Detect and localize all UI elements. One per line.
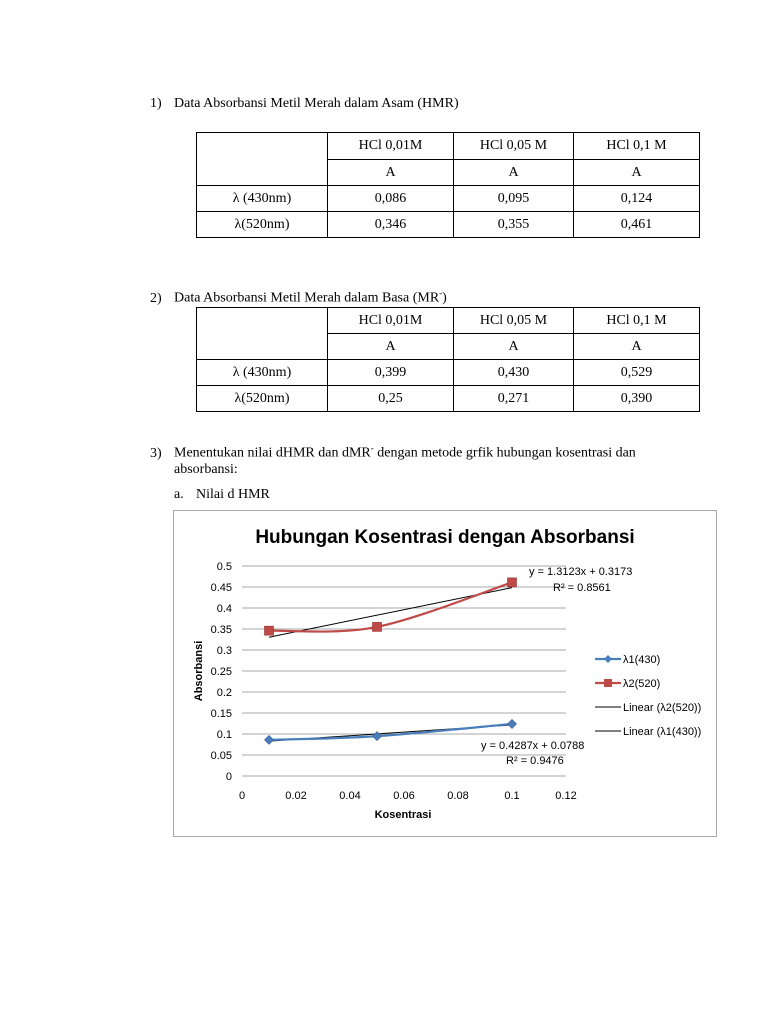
section-2-heading bbox=[150, 288, 447, 307]
table-cell: 0,390 bbox=[574, 386, 700, 412]
series-line bbox=[269, 582, 512, 631]
table-cell: 0,095 bbox=[454, 186, 574, 212]
data-point bbox=[265, 626, 274, 635]
legend-label: Linear (λ2(520)) bbox=[623, 702, 702, 714]
subsection-label: a. bbox=[174, 487, 184, 502]
y-tick-label: 0.35 bbox=[210, 624, 232, 636]
legend-label: Linear (λ1(430)) bbox=[623, 726, 702, 738]
x-tick-label: 0.02 bbox=[285, 790, 307, 802]
column-subheader: A bbox=[574, 160, 700, 186]
subsection-a bbox=[174, 487, 270, 503]
data-point bbox=[373, 622, 382, 631]
y-tick-label: 0.3 bbox=[216, 645, 232, 657]
table-row bbox=[197, 212, 700, 238]
table-cell: 0,271 bbox=[454, 386, 574, 412]
table-corner-cell bbox=[197, 308, 328, 360]
table-row bbox=[197, 308, 700, 334]
table-cell: 0,430 bbox=[454, 360, 574, 386]
chart-svg bbox=[174, 511, 716, 836]
table-row bbox=[197, 386, 700, 412]
section-1-heading bbox=[150, 96, 459, 112]
table-corner-cell bbox=[197, 133, 328, 186]
table-cell: 0,355 bbox=[454, 212, 574, 238]
data-point bbox=[265, 735, 274, 744]
table-row bbox=[197, 133, 700, 160]
superscript: - bbox=[439, 288, 443, 298]
y-tick-label: 0.2 bbox=[216, 687, 232, 699]
row-label: λ (430nm) bbox=[197, 360, 328, 386]
section-text: Menentukan nilai dHMR dan dMR bbox=[174, 445, 371, 461]
x-axis-label: Kosentrasi bbox=[374, 809, 432, 821]
superscript: - bbox=[370, 443, 374, 453]
section-title: Data Absorbansi Metil Merah dalam Asam (HMR) bbox=[174, 96, 459, 111]
section-title: Data Absorbansi Metil Merah dalam Basa (MR bbox=[174, 290, 440, 306]
legend-label: λ1(430) bbox=[623, 654, 661, 666]
column-subheader: A bbox=[574, 334, 700, 360]
x-tick-label: 0.04 bbox=[339, 790, 361, 802]
trendline-r2: R² = 0.9476 bbox=[506, 755, 564, 767]
column-header: HCl 0,01M bbox=[328, 133, 454, 160]
section-title-suffix: ) bbox=[442, 290, 447, 306]
column-header: HCl 0,05 M bbox=[454, 308, 574, 334]
y-tick-label: 0.05 bbox=[210, 750, 232, 762]
column-header: HCl 0,1 M bbox=[574, 308, 700, 334]
subsection-text: Nilai d HMR bbox=[196, 487, 270, 502]
y-tick-label: 0.15 bbox=[210, 708, 232, 720]
legend-label: λ2(520) bbox=[623, 678, 661, 690]
table-cell: 0,399 bbox=[328, 360, 454, 386]
section-3-heading bbox=[150, 443, 636, 462]
x-tick-label: 0.08 bbox=[447, 790, 469, 802]
table-cell: 0,124 bbox=[574, 186, 700, 212]
trendline-equation: y = 1.3123x + 0.3173 bbox=[529, 566, 633, 578]
series-line bbox=[269, 724, 512, 740]
column-subheader: A bbox=[328, 160, 454, 186]
table-cell: 0,461 bbox=[574, 212, 700, 238]
table-mr bbox=[196, 307, 700, 412]
y-tick-label: 0 bbox=[225, 771, 232, 783]
column-header: HCl 0,1 M bbox=[574, 133, 700, 160]
legend-marker bbox=[604, 679, 612, 687]
x-tick-label: 0.12 bbox=[555, 790, 577, 802]
table-row bbox=[197, 360, 700, 386]
x-tick-label: 0.1 bbox=[504, 790, 520, 802]
table-cell: 0,529 bbox=[574, 360, 700, 386]
table-row bbox=[197, 186, 700, 212]
chart-title: Hubungan Kosentrasi dengan Absorbansi bbox=[255, 527, 635, 548]
y-axis-label: Absorbansi bbox=[193, 640, 205, 702]
x-tick-label: 0.06 bbox=[393, 790, 415, 802]
x-tick-label: 0 bbox=[238, 790, 246, 802]
column-header: HCl 0,05 M bbox=[454, 133, 574, 160]
section-number: 1) bbox=[150, 96, 162, 111]
chart-container bbox=[173, 510, 717, 837]
section-3-line-2: absorbansi: bbox=[174, 462, 238, 477]
table-cell: 0,25 bbox=[328, 386, 454, 412]
column-header: HCl 0,01M bbox=[328, 308, 454, 334]
section-text: dengan metode grfik hubungan kosentrasi dan bbox=[373, 445, 636, 461]
row-label: λ(520nm) bbox=[197, 386, 328, 412]
data-point bbox=[508, 578, 517, 587]
y-tick-label: 0.25 bbox=[210, 666, 232, 678]
row-label: λ(520nm) bbox=[197, 212, 328, 238]
section-number: 3) bbox=[150, 445, 162, 461]
table-cell: 0,346 bbox=[328, 212, 454, 238]
y-tick-label: 0.5 bbox=[216, 561, 232, 573]
legend-marker bbox=[604, 655, 612, 663]
trendline-r2: R² = 0.8561 bbox=[553, 582, 611, 594]
data-point bbox=[373, 732, 382, 741]
column-subheader: A bbox=[454, 160, 574, 186]
column-subheader: A bbox=[328, 334, 454, 360]
section-number: 2) bbox=[150, 290, 162, 306]
trendline-equation: y = 0.4287x + 0.0788 bbox=[481, 740, 585, 752]
column-subheader: A bbox=[454, 334, 574, 360]
table-hmr bbox=[196, 132, 700, 238]
y-tick-label: 0.4 bbox=[216, 603, 232, 615]
y-tick-label: 0.45 bbox=[210, 582, 232, 594]
table-cell: 0,086 bbox=[328, 186, 454, 212]
row-label: λ (430nm) bbox=[197, 186, 328, 212]
data-point bbox=[508, 719, 517, 728]
y-tick-label: 0.1 bbox=[216, 729, 232, 741]
